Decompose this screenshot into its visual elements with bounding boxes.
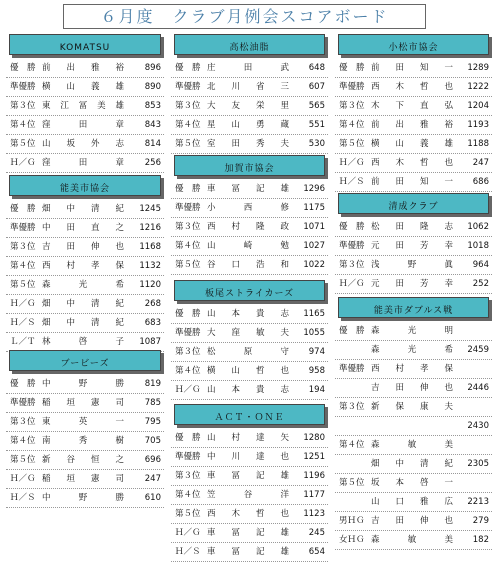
- rank-label: Ｈ／Ｇ: [10, 158, 36, 168]
- rank-label: Ｈ／Ｓ: [10, 493, 36, 503]
- player-name: 車冨記雄: [207, 528, 289, 538]
- section-header-label: 能美市協会: [59, 184, 110, 194]
- rank-label: 女ＨＧ: [339, 535, 365, 545]
- section-header-label: 能美市ダブルス戦: [373, 306, 454, 316]
- score-row: [6, 97, 164, 116]
- section-header-label: 小松市協会: [388, 43, 439, 53]
- score-row: [171, 237, 328, 256]
- section-header: [338, 297, 489, 318]
- player-name: 中野勝: [42, 379, 124, 389]
- player-name: 笠谷洋: [207, 490, 289, 500]
- club-section: [171, 155, 328, 275]
- score-row: [335, 341, 492, 360]
- score-value: 2213: [467, 497, 489, 507]
- section-header: [338, 34, 489, 55]
- score-row: [6, 276, 164, 295]
- player-name: 吉田伸也: [42, 242, 124, 252]
- rank-label: 第４位: [175, 120, 201, 130]
- section-header: [338, 193, 489, 214]
- score-value: 1087: [139, 337, 161, 347]
- score-row: [6, 295, 164, 314]
- score-value: 705: [144, 436, 161, 446]
- player-name: 中川達也: [207, 452, 289, 462]
- score-row: [6, 314, 164, 333]
- score-row: [335, 360, 492, 379]
- rank-label: 第４位: [339, 120, 365, 130]
- rank-label: Ｈ／Ｓ: [339, 177, 365, 187]
- score-row: [171, 256, 328, 275]
- club-section: [335, 34, 492, 192]
- score-value: 974: [308, 347, 325, 357]
- score-row: [335, 97, 492, 116]
- score-row: [335, 154, 492, 173]
- player-name: 小西修: [207, 203, 289, 213]
- player-name: 山村達矢: [207, 433, 289, 443]
- section-header-label: 高松油脂: [229, 43, 270, 53]
- score-row: [171, 135, 328, 154]
- rank-label: 優 勝: [10, 379, 36, 389]
- player-name: 山口雅広: [371, 497, 453, 507]
- score-value: 1175: [303, 203, 325, 213]
- rank-label: 準優勝: [175, 82, 201, 92]
- player-name: 稲垣憲司: [42, 398, 124, 408]
- rank-label: Ｈ／Ｇ: [10, 474, 36, 484]
- score-row: [6, 413, 164, 432]
- score-value: 279: [472, 516, 489, 526]
- score-row: [335, 379, 492, 398]
- score-value: 785: [144, 398, 161, 408]
- player-name: 畑中清紀: [42, 204, 124, 214]
- rank-label: 準優勝: [175, 203, 201, 213]
- player-name: 窪田章: [42, 158, 124, 168]
- player-name: 森敏美: [371, 535, 453, 545]
- rank-label: Ｈ／Ｇ: [10, 299, 36, 309]
- player-name: 山本貴志: [207, 309, 289, 319]
- score-value: 843: [144, 120, 161, 130]
- score-row: [335, 455, 492, 474]
- player-name: 畑中清紀: [42, 318, 124, 328]
- score-list: [171, 59, 328, 154]
- rank-label: 準優勝: [339, 241, 365, 251]
- score-value: 2305: [467, 459, 489, 469]
- rank-label: 第５位: [339, 478, 365, 488]
- section-header: [9, 350, 161, 371]
- score-value: 1280: [303, 433, 325, 443]
- score-value: 182: [472, 535, 489, 545]
- score-row: [6, 219, 164, 238]
- rank-label: 第３位: [339, 402, 365, 412]
- club-section: [171, 34, 328, 154]
- score-row: [171, 429, 328, 448]
- rank-label: Ｈ／Ｓ: [10, 318, 36, 328]
- rank-label: 準優勝: [175, 328, 201, 338]
- player-name: 森光希: [42, 280, 124, 290]
- section-header-label: 加賀市協会: [224, 164, 275, 174]
- player-name: 元田芳幸: [371, 279, 453, 289]
- score-row: [171, 116, 328, 135]
- score-value: 1132: [139, 261, 161, 271]
- club-section: [171, 404, 328, 562]
- rank-label: 優 勝: [339, 63, 365, 73]
- rank-label: 第３位: [175, 347, 201, 357]
- score-value: 890: [144, 82, 161, 92]
- club-section: [6, 175, 164, 352]
- score-value: 1018: [467, 241, 489, 251]
- rank-label: 第５位: [10, 455, 36, 465]
- score-row: [171, 381, 328, 400]
- score-row: [335, 275, 492, 294]
- player-name: 山本貴志: [207, 385, 289, 395]
- score-row: [6, 257, 164, 276]
- player-name: 稲垣憲司: [42, 474, 124, 484]
- score-row: [335, 398, 492, 417]
- player-name: 西村孝保: [42, 261, 124, 271]
- rank-label: 第４位: [175, 490, 201, 500]
- score-row: [335, 173, 492, 192]
- score-list: [6, 375, 164, 508]
- rank-label: 第３位: [339, 260, 365, 270]
- rank-label: 優 勝: [175, 433, 201, 443]
- player-name: 前出雅裕: [42, 63, 124, 73]
- score-row: [171, 524, 328, 543]
- rank-label: 第４位: [175, 241, 201, 251]
- score-value: 2459: [467, 345, 489, 355]
- score-value: 252: [472, 279, 489, 289]
- score-row: [6, 135, 164, 154]
- rank-label: 優 勝: [175, 63, 201, 73]
- score-value: 268: [144, 299, 161, 309]
- player-name: 庄田武: [207, 63, 289, 73]
- score-row: [335, 512, 492, 531]
- score-row: [335, 135, 492, 154]
- score-value: 1204: [467, 101, 489, 111]
- score-value: 819: [144, 379, 161, 389]
- score-row: [335, 78, 492, 97]
- player-name: 西村孝保: [371, 364, 453, 374]
- score-row: [6, 78, 164, 97]
- score-row: [6, 154, 164, 173]
- player-name: 横山義雄: [371, 139, 453, 149]
- player-name: 森光明: [371, 326, 453, 336]
- score-value: 1177: [303, 490, 325, 500]
- score-value: 1055: [303, 328, 325, 338]
- rank-label: 第５位: [175, 139, 201, 149]
- score-row: [335, 493, 492, 512]
- player-name: 山坂外志: [42, 139, 124, 149]
- score-row: [171, 59, 328, 78]
- score-value: 795: [144, 417, 161, 427]
- rank-label: 優 勝: [339, 326, 365, 336]
- rank-label: 第５位: [175, 509, 201, 519]
- score-row: [171, 218, 328, 237]
- score-value: 1123: [303, 509, 325, 519]
- score-list: [335, 218, 492, 294]
- score-value: 1193: [467, 120, 489, 130]
- score-value: 964: [472, 260, 489, 270]
- score-row: [335, 256, 492, 275]
- score-row: [335, 237, 492, 256]
- player-name: 星山勇蔵: [207, 120, 289, 130]
- score-value: 1289: [467, 63, 489, 73]
- score-list: [171, 180, 328, 275]
- score-row: [171, 199, 328, 218]
- player-name: 坂本啓一: [371, 478, 453, 488]
- rank-label: 第４位: [339, 440, 365, 450]
- score-value: 1168: [139, 242, 161, 252]
- score-value: 896: [144, 63, 161, 73]
- score-row: [6, 394, 164, 413]
- score-value: 2430: [467, 421, 489, 431]
- score-row: [171, 305, 328, 324]
- rank-label: 第３位: [10, 242, 36, 252]
- rank-label: Ｈ／Ｇ: [175, 528, 201, 538]
- score-row: [335, 531, 492, 550]
- score-value: 607: [308, 82, 325, 92]
- score-value: 648: [308, 63, 325, 73]
- score-value: 1027: [303, 241, 325, 251]
- rank-label: Ｌ／Ｔ: [10, 337, 36, 347]
- score-row: [6, 116, 164, 135]
- player-name: 新保康夫: [371, 402, 453, 412]
- score-row: [335, 116, 492, 135]
- score-row: [6, 200, 164, 219]
- rank-label: 準優勝: [10, 223, 36, 233]
- rank-label: 優 勝: [339, 222, 365, 232]
- score-value: 686: [472, 177, 489, 187]
- section-header-label: ＡＣＴ・ＯＮＥ: [214, 413, 285, 423]
- rank-label: 第３位: [10, 417, 36, 427]
- score-row: [171, 505, 328, 524]
- score-row: [171, 78, 328, 97]
- score-value: 256: [144, 158, 161, 168]
- score-value: 530: [308, 139, 325, 149]
- club-section: [171, 280, 328, 400]
- section-header-label: ブービーズ: [60, 359, 110, 369]
- player-name: 大友栄里: [207, 101, 289, 111]
- section-header: [174, 280, 325, 301]
- score-value: 958: [308, 366, 325, 376]
- score-value: 1188: [467, 139, 489, 149]
- player-name: 木下直弘: [371, 101, 453, 111]
- player-name: 西木哲也: [207, 509, 289, 519]
- score-row: [171, 543, 328, 562]
- player-name: 車冨記雄: [207, 471, 289, 481]
- section-header: [9, 175, 161, 196]
- score-row: [6, 238, 164, 257]
- rank-label: 準優勝: [175, 452, 201, 462]
- rank-label: Ｈ／Ｓ: [175, 547, 201, 557]
- score-row: [6, 375, 164, 394]
- rank-label: 第３位: [175, 101, 201, 111]
- score-value: 247: [144, 474, 161, 484]
- score-list: [171, 429, 328, 562]
- player-name: 吉田伸也: [371, 383, 453, 393]
- player-name: 山崎勉: [207, 241, 289, 251]
- rank-label: 第４位: [10, 436, 36, 446]
- rank-label: Ｈ／Ｇ: [175, 385, 201, 395]
- player-name: 森敏美: [371, 440, 453, 450]
- player-name: 中野勝: [42, 493, 124, 503]
- score-value: 610: [144, 493, 161, 503]
- score-list: [335, 59, 492, 192]
- player-name: 元田芳幸: [371, 241, 453, 251]
- player-name: 大窪敏夫: [207, 328, 289, 338]
- player-name: 西木哲也: [371, 82, 453, 92]
- score-value: 1251: [303, 452, 325, 462]
- rank-label: 第５位: [339, 139, 365, 149]
- rank-label: 準優勝: [10, 82, 36, 92]
- rank-label: Ｈ／Ｇ: [339, 279, 365, 289]
- section-header-label: KOMATSU: [59, 43, 111, 53]
- player-name: 西木哲也: [371, 158, 453, 168]
- player-name: 北川省三: [207, 82, 289, 92]
- score-row: [6, 489, 164, 508]
- section-header: [9, 34, 161, 55]
- score-value: 814: [144, 139, 161, 149]
- player-name: 横山哲也: [207, 366, 289, 376]
- rank-label: 第５位: [175, 260, 201, 270]
- score-row: [335, 322, 492, 341]
- player-name: 南秀樹: [42, 436, 124, 446]
- score-value: 683: [144, 318, 161, 328]
- rank-label: 優 勝: [10, 204, 36, 214]
- player-name: 車冨記雄: [207, 184, 289, 194]
- player-name: 松田隆志: [371, 222, 453, 232]
- player-name: 新谷恒之: [42, 455, 124, 465]
- player-name: 林啓子: [42, 337, 124, 347]
- player-name: 室田秀夫: [207, 139, 289, 149]
- player-name: 松原守: [207, 347, 289, 357]
- score-row: [171, 362, 328, 381]
- score-row: [335, 59, 492, 78]
- score-value: 565: [308, 101, 325, 111]
- player-name: 東英一: [42, 417, 124, 427]
- score-value: 1296: [303, 184, 325, 194]
- score-row: [171, 180, 328, 199]
- rank-label: 第３位: [339, 101, 365, 111]
- score-row: [171, 448, 328, 467]
- score-value: 1196: [303, 471, 325, 481]
- rank-label: 第５位: [10, 280, 36, 290]
- score-value: 1222: [467, 82, 489, 92]
- rank-label: 第４位: [10, 120, 36, 130]
- score-value: 1216: [139, 223, 161, 233]
- section-header: [174, 404, 325, 425]
- player-name: 谷口浩和: [207, 260, 289, 270]
- club-section: [6, 34, 164, 173]
- score-row: [171, 486, 328, 505]
- player-name: 中田直之: [42, 223, 124, 233]
- score-list: [335, 322, 492, 550]
- rank-label: Ｈ／Ｇ: [339, 158, 365, 168]
- club-section: [335, 297, 492, 550]
- section-header: [174, 34, 325, 55]
- score-value: 1022: [303, 260, 325, 270]
- club-section: [6, 350, 164, 508]
- rank-label: 第３位: [175, 471, 201, 481]
- score-value: 1165: [303, 309, 325, 319]
- rank-label: 第３位: [175, 222, 201, 232]
- rank-label: 第３位: [10, 101, 36, 111]
- club-section: [335, 193, 492, 294]
- score-row: [171, 467, 328, 486]
- score-list: [171, 305, 328, 400]
- score-row: [6, 432, 164, 451]
- rank-label: 第５位: [10, 139, 36, 149]
- score-row: [171, 343, 328, 362]
- score-value: 2446: [467, 383, 489, 393]
- rank-label: 優 勝: [10, 63, 36, 73]
- score-value: 1071: [303, 222, 325, 232]
- score-value: 247: [472, 158, 489, 168]
- player-name: 横山義雄: [42, 82, 124, 92]
- rank-label: 第４位: [10, 261, 36, 271]
- score-row: [335, 436, 492, 455]
- rank-label: 優 勝: [175, 184, 201, 194]
- score-row: [335, 218, 492, 237]
- player-name: 前田知一: [371, 63, 453, 73]
- section-header: [174, 155, 325, 176]
- player-name: 吉田伸也: [371, 516, 453, 526]
- player-name: 東江冨美雄: [42, 101, 124, 111]
- score-row: [6, 451, 164, 470]
- player-name: 窪田章: [42, 120, 124, 130]
- rank-label: 準優勝: [339, 364, 365, 374]
- rank-label: 第４位: [175, 366, 201, 376]
- score-row: [171, 97, 328, 116]
- score-list: [6, 59, 164, 173]
- player-name: 浅野眞: [371, 260, 453, 270]
- rank-label: 準優勝: [339, 82, 365, 92]
- score-value: 1062: [467, 222, 489, 232]
- section-header-label: 板尾ストライカーズ: [204, 289, 294, 299]
- player-name: 西村隆政: [207, 222, 289, 232]
- rank-label: 優 勝: [175, 309, 201, 319]
- score-row: [171, 324, 328, 343]
- player-name: 前出雅裕: [371, 120, 453, 130]
- score-value: 696: [144, 455, 161, 465]
- score-row: [6, 59, 164, 78]
- score-value: 194: [308, 385, 325, 395]
- player-name: 前田知一: [371, 177, 453, 187]
- section-header-label: 清成クラブ: [388, 202, 439, 212]
- score-value: 654: [308, 547, 325, 557]
- score-row: [6, 470, 164, 489]
- score-row: [335, 417, 492, 436]
- scoreboard-title-box: [63, 4, 426, 29]
- player-name: 森光希: [371, 345, 453, 355]
- score-value: 245: [308, 528, 325, 538]
- rank-label: 男ＨＧ: [339, 516, 365, 526]
- player-name: 畑中清紀: [42, 299, 124, 309]
- score-value: 853: [144, 101, 161, 111]
- score-row: [335, 474, 492, 493]
- rank-label: 準優勝: [10, 398, 36, 408]
- score-value: 551: [308, 120, 325, 130]
- player-name: 車冨記雄: [207, 547, 289, 557]
- score-value: 1120: [139, 280, 161, 290]
- score-list: [6, 200, 164, 352]
- scoreboard-title: ６月度 クラブ月例会スコアボード: [100, 7, 389, 26]
- score-value: 1245: [139, 204, 161, 214]
- player-name: 畑中清紀: [371, 459, 453, 469]
